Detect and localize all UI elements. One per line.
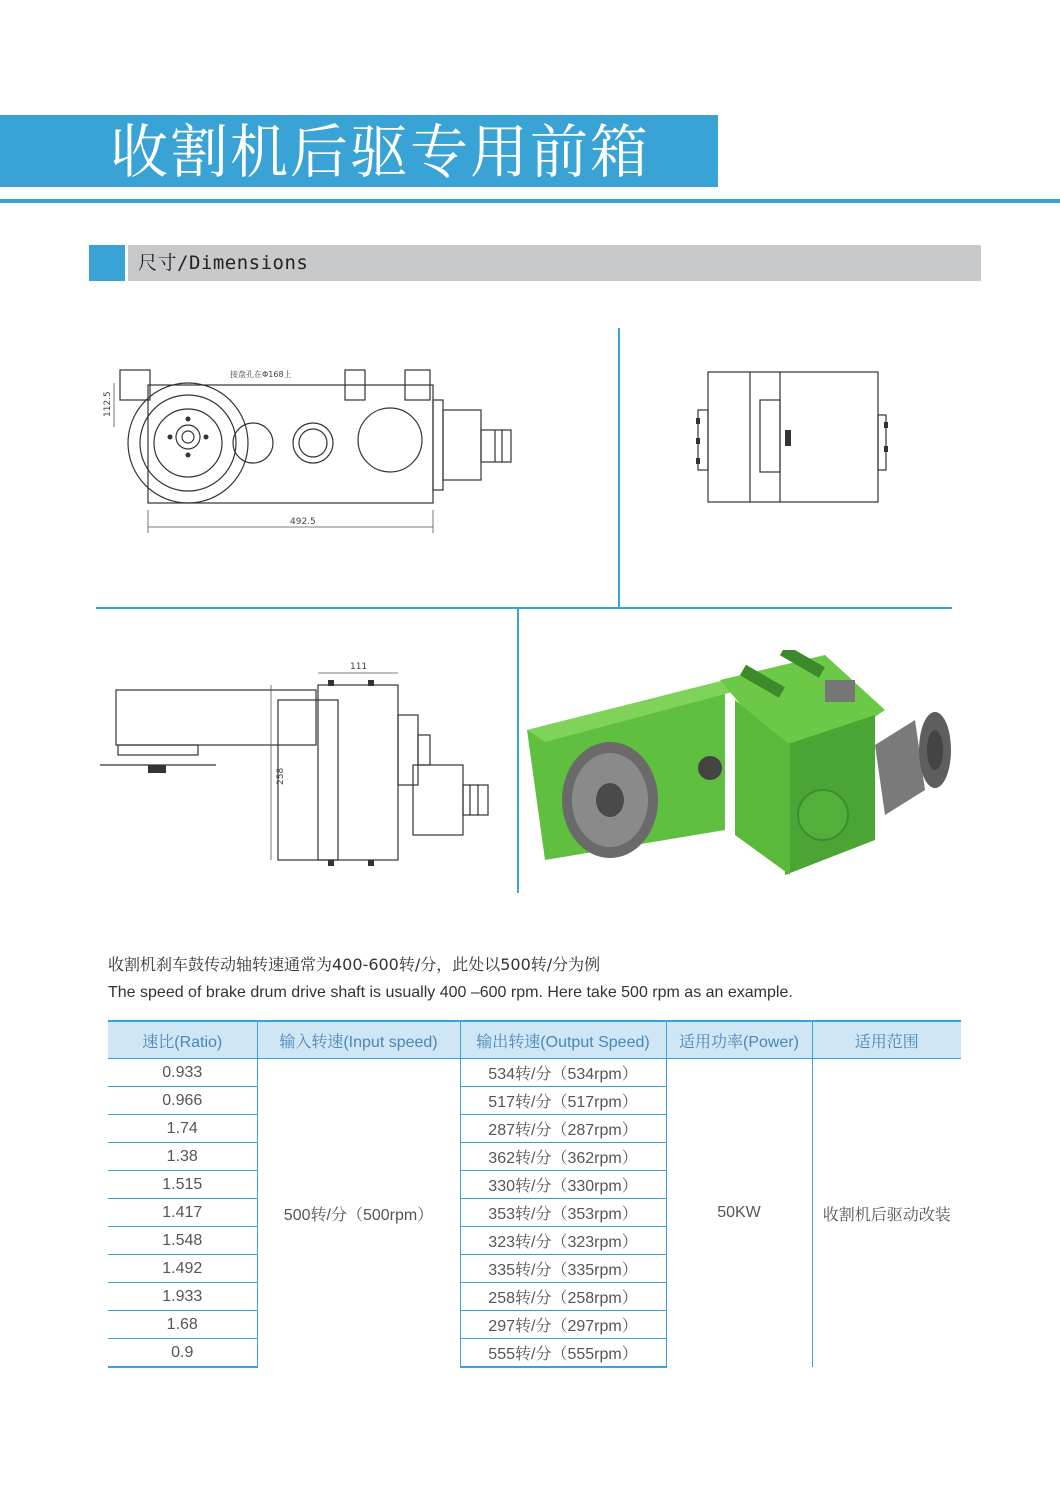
cell-output: 323转/分（323rpm） [460,1227,666,1255]
cell-output: 517转/分（517rpm） [460,1087,666,1115]
divider-vertical-top [618,328,620,608]
cell-output: 258转/分（258rpm） [460,1283,666,1311]
dim-height: 112.5 [103,391,113,417]
header-scope: 适用范围 [812,1021,961,1059]
cell-ratio: 1.74 [108,1115,257,1143]
cell-output: 297转/分（297rpm） [460,1311,666,1339]
cell-ratio: 1.515 [108,1171,257,1199]
cell-power: 50KW [666,1059,812,1368]
dim-top: 111 [350,662,368,672]
note-chinese: 收割机刹车鼓传动轴转速通常为400-600转/分，此处以500转/分为例 [108,955,601,974]
page-title: 收割机后驱专用前箱 [110,118,651,186]
drawing-side-view [690,370,890,510]
dim-width: 492.5 [290,517,316,527]
table-header-row [108,1021,961,1059]
divider-horizontal [96,607,952,609]
cell-scope: 收割机后驱动改装 [812,1059,961,1368]
section-title: 尺寸/Dimensions [138,252,309,274]
drawing-top-view [98,655,508,880]
cell-output: 555转/分（555rpm） [460,1339,666,1368]
cell-ratio: 0.933 [108,1059,257,1087]
drawing-note: 接盘孔在Φ168上 [230,370,292,379]
cell-ratio: 1.548 [108,1227,257,1255]
cell-output: 353转/分（353rpm） [460,1199,666,1227]
header-output-speed: 输出转速(Output Speed) [460,1021,666,1059]
cell-ratio: 1.38 [108,1143,257,1171]
title-rule [0,199,1060,203]
section-marker [89,245,125,281]
drawing-front-view [100,355,560,535]
cell-output: 534转/分（534rpm） [460,1059,666,1087]
cell-output: 287转/分（287rpm） [460,1115,666,1143]
dim-side: 258 [276,767,286,785]
header-ratio: 速比(Ratio) [108,1021,257,1059]
cell-ratio: 1.492 [108,1255,257,1283]
header-power: 适用功率(Power) [666,1021,812,1059]
header-input-speed: 输入转速(Input speed) [257,1021,460,1059]
cell-output: 335转/分（335rpm） [460,1255,666,1283]
table-row [108,1059,961,1087]
note-english: The speed of brake drum drive shaft is usually 400 –600 rpm. Here take 500 rpm as an example. [108,984,793,1001]
cell-ratio: 0.9 [108,1339,257,1368]
cell-output: 362转/分（362rpm） [460,1143,666,1171]
cell-ratio: 1.933 [108,1283,257,1311]
divider-vertical-bottom [517,609,519,893]
cell-output: 330转/分（330rpm） [460,1171,666,1199]
cell-ratio: 0.966 [108,1087,257,1115]
spec-table [108,1020,961,1368]
product-render [525,650,955,885]
cell-input-speed: 500转/分（500rpm） [257,1059,460,1368]
cell-ratio: 1.68 [108,1311,257,1339]
cell-ratio: 1.417 [108,1199,257,1227]
